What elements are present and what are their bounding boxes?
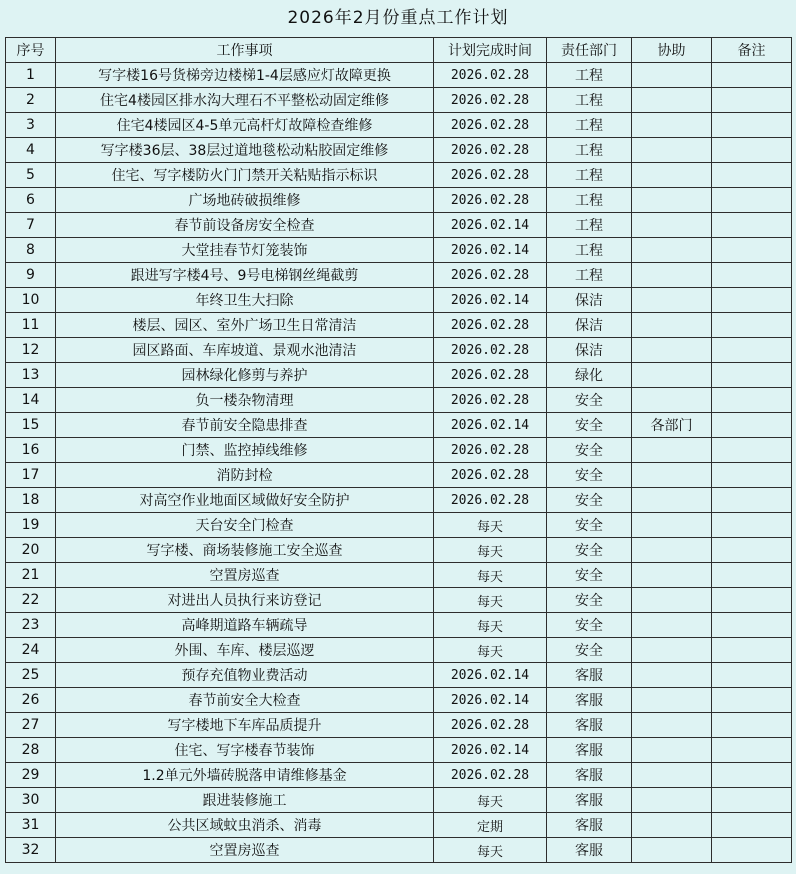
department-cell: 安全 — [547, 538, 632, 563]
table-row — [6, 638, 792, 663]
assist-cell — [632, 838, 712, 863]
serial-cell: 12 — [6, 338, 56, 363]
note-cell — [712, 263, 792, 288]
table-row — [6, 513, 792, 538]
assist-cell — [632, 538, 712, 563]
assist-cell — [632, 788, 712, 813]
department-cell: 安全 — [547, 638, 632, 663]
note-cell — [712, 363, 792, 388]
assist-cell — [632, 363, 712, 388]
department-cell: 安全 — [547, 563, 632, 588]
serial-cell: 5 — [6, 163, 56, 188]
table-row — [6, 413, 792, 438]
serial-cell: 24 — [6, 638, 56, 663]
table-row — [6, 613, 792, 638]
table-row — [6, 213, 792, 238]
department-cell: 保洁 — [547, 338, 632, 363]
serial-cell: 19 — [6, 513, 56, 538]
task-cell: 写字楼36层、38层过道地毯松动粘胶固定维修 — [56, 138, 434, 163]
note-cell — [712, 663, 792, 688]
note-cell — [712, 138, 792, 163]
assist-cell — [632, 513, 712, 538]
serial-cell: 10 — [6, 288, 56, 313]
department-cell: 客服 — [547, 813, 632, 838]
task-cell: 1.2单元外墙砖脱落申请维修基金 — [56, 763, 434, 788]
table-row — [6, 763, 792, 788]
due-time-cell: 2026.02.28 — [434, 438, 547, 463]
department-cell: 工程 — [547, 238, 632, 263]
due-time-cell: 2026.02.14 — [434, 738, 547, 763]
department-cell: 客服 — [547, 838, 632, 863]
due-time-cell: 2026.02.28 — [434, 388, 547, 413]
note-cell — [712, 638, 792, 663]
serial-cell: 17 — [6, 463, 56, 488]
serial-cell: 16 — [6, 438, 56, 463]
table-row — [6, 813, 792, 838]
task-cell: 消防封检 — [56, 463, 434, 488]
table-row — [6, 738, 792, 763]
table-row — [6, 663, 792, 688]
due-time-cell: 每天 — [434, 538, 547, 563]
table-row — [6, 313, 792, 338]
due-time-cell: 2026.02.28 — [434, 463, 547, 488]
due-time-cell: 2026.02.14 — [434, 238, 547, 263]
department-cell: 工程 — [547, 88, 632, 113]
serial-cell: 29 — [6, 763, 56, 788]
serial-cell: 23 — [6, 613, 56, 638]
serial-cell: 2 — [6, 88, 56, 113]
assist-cell — [632, 563, 712, 588]
task-cell: 预存充值物业费活动 — [56, 663, 434, 688]
due-time-cell: 2026.02.14 — [434, 663, 547, 688]
table-row — [6, 113, 792, 138]
department-cell: 安全 — [547, 413, 632, 438]
due-time-cell: 2026.02.28 — [434, 138, 547, 163]
task-cell: 外围、车库、楼层巡逻 — [56, 638, 434, 663]
note-cell — [712, 413, 792, 438]
due-time-cell: 每天 — [434, 588, 547, 613]
task-cell: 负一楼杂物清理 — [56, 388, 434, 413]
assist-cell — [632, 313, 712, 338]
serial-cell: 27 — [6, 713, 56, 738]
table-row — [6, 238, 792, 263]
due-time-cell: 定期 — [434, 813, 547, 838]
serial-cell: 8 — [6, 238, 56, 263]
task-cell: 跟进装修施工 — [56, 788, 434, 813]
due-time-cell: 2026.02.14 — [434, 288, 547, 313]
serial-cell: 25 — [6, 663, 56, 688]
department-cell: 客服 — [547, 688, 632, 713]
serial-cell: 21 — [6, 563, 56, 588]
due-time-cell: 2026.02.14 — [434, 213, 547, 238]
department-cell: 工程 — [547, 213, 632, 238]
serial-cell: 26 — [6, 688, 56, 713]
table-row — [6, 838, 792, 863]
assist-cell — [632, 738, 712, 763]
note-cell — [712, 238, 792, 263]
serial-cell: 28 — [6, 738, 56, 763]
table-row — [6, 563, 792, 588]
table-row — [6, 63, 792, 88]
assist-cell — [632, 613, 712, 638]
note-cell — [712, 788, 792, 813]
note-cell — [712, 738, 792, 763]
task-cell: 广场地砖破损维修 — [56, 188, 434, 213]
assist-cell — [632, 288, 712, 313]
table-row — [6, 288, 792, 313]
department-cell: 保洁 — [547, 288, 632, 313]
task-cell: 对进出人员执行来访登记 — [56, 588, 434, 613]
due-time-cell: 每天 — [434, 838, 547, 863]
task-cell: 住宅4楼园区4-5单元高杆灯故障检查维修 — [56, 113, 434, 138]
department-cell: 工程 — [547, 113, 632, 138]
due-time-cell: 2026.02.28 — [434, 338, 547, 363]
assist-cell — [632, 188, 712, 213]
header-department: 责任部门 — [547, 38, 632, 63]
department-cell: 工程 — [547, 63, 632, 88]
note-cell — [712, 688, 792, 713]
assist-cell — [632, 688, 712, 713]
note-cell — [712, 463, 792, 488]
table-row — [6, 338, 792, 363]
task-cell: 跟进写字楼4号、9号电梯钢丝绳截剪 — [56, 263, 434, 288]
department-cell: 安全 — [547, 438, 632, 463]
note-cell — [712, 113, 792, 138]
serial-cell: 30 — [6, 788, 56, 813]
task-cell: 对高空作业地面区域做好安全防护 — [56, 488, 434, 513]
assist-cell — [632, 813, 712, 838]
due-time-cell: 每天 — [434, 513, 547, 538]
work-plan-table — [5, 37, 792, 863]
note-cell — [712, 88, 792, 113]
task-cell: 住宅、写字楼防火门门禁开关粘贴指示标识 — [56, 163, 434, 188]
serial-cell: 15 — [6, 413, 56, 438]
note-cell — [712, 488, 792, 513]
note-cell — [712, 388, 792, 413]
serial-cell: 18 — [6, 488, 56, 513]
task-cell: 园区路面、车库坡道、景观水池清洁 — [56, 338, 434, 363]
note-cell — [712, 188, 792, 213]
table-row — [6, 788, 792, 813]
assist-cell — [632, 588, 712, 613]
header-note: 备注 — [712, 38, 792, 63]
page-title: 2026年2月份重点工作计划 — [287, 8, 509, 28]
department-cell: 安全 — [547, 513, 632, 538]
department-cell: 工程 — [547, 163, 632, 188]
department-cell: 客服 — [547, 738, 632, 763]
assist-cell — [632, 388, 712, 413]
department-cell: 绿化 — [547, 363, 632, 388]
due-time-cell: 2026.02.28 — [434, 713, 547, 738]
table-row — [6, 688, 792, 713]
assist-cell — [632, 163, 712, 188]
note-cell — [712, 713, 792, 738]
serial-cell: 7 — [6, 213, 56, 238]
assist-cell — [632, 338, 712, 363]
note-cell — [712, 513, 792, 538]
table-row — [6, 713, 792, 738]
header-task: 工作事项 — [56, 38, 434, 63]
table-row — [6, 88, 792, 113]
header-assist: 协助 — [632, 38, 712, 63]
assist-cell — [632, 63, 712, 88]
note-cell — [712, 538, 792, 563]
due-time-cell: 每天 — [434, 638, 547, 663]
department-cell: 客服 — [547, 763, 632, 788]
table-row — [6, 363, 792, 388]
task-cell: 空置房巡查 — [56, 838, 434, 863]
table-row — [6, 588, 792, 613]
serial-cell: 9 — [6, 263, 56, 288]
note-cell — [712, 288, 792, 313]
due-time-cell: 2026.02.28 — [434, 113, 547, 138]
department-cell: 工程 — [547, 138, 632, 163]
department-cell: 客服 — [547, 663, 632, 688]
due-time-cell: 2026.02.28 — [434, 188, 547, 213]
task-cell: 楼层、园区、室外广场卫生日常清洁 — [56, 313, 434, 338]
due-time-cell: 2026.02.28 — [434, 363, 547, 388]
assist-cell — [632, 238, 712, 263]
serial-cell: 1 — [6, 63, 56, 88]
due-time-cell: 每天 — [434, 788, 547, 813]
note-cell — [712, 163, 792, 188]
task-cell: 春节前安全隐患排查 — [56, 413, 434, 438]
department-cell: 安全 — [547, 488, 632, 513]
due-time-cell: 2026.02.28 — [434, 163, 547, 188]
department-cell: 安全 — [547, 613, 632, 638]
table-row — [6, 388, 792, 413]
serial-cell: 31 — [6, 813, 56, 838]
assist-cell — [632, 113, 712, 138]
serial-cell: 20 — [6, 538, 56, 563]
assist-cell — [632, 463, 712, 488]
table-row — [6, 438, 792, 463]
note-cell — [712, 613, 792, 638]
assist-cell — [632, 213, 712, 238]
department-cell: 安全 — [547, 388, 632, 413]
header-serial: 序号 — [6, 38, 56, 63]
table-row — [6, 263, 792, 288]
due-time-cell: 2026.02.28 — [434, 263, 547, 288]
header-due-time: 计划完成时间 — [434, 38, 547, 63]
table-row — [6, 463, 792, 488]
note-cell — [712, 213, 792, 238]
task-cell: 住宅、写字楼春节装饰 — [56, 738, 434, 763]
department-cell: 客服 — [547, 788, 632, 813]
department-cell: 安全 — [547, 588, 632, 613]
due-time-cell: 2026.02.14 — [434, 413, 547, 438]
table-row — [6, 488, 792, 513]
assist-cell — [632, 763, 712, 788]
note-cell — [712, 813, 792, 838]
task-cell: 年终卫生大扫除 — [56, 288, 434, 313]
department-cell: 保洁 — [547, 313, 632, 338]
serial-cell: 3 — [6, 113, 56, 138]
due-time-cell: 2026.02.28 — [434, 63, 547, 88]
note-cell — [712, 588, 792, 613]
due-time-cell: 2026.02.28 — [434, 763, 547, 788]
due-time-cell: 2026.02.28 — [434, 488, 547, 513]
note-cell — [712, 563, 792, 588]
department-cell: 安全 — [547, 463, 632, 488]
assist-cell — [632, 138, 712, 163]
task-cell: 春节前安全大检查 — [56, 688, 434, 713]
table-row — [6, 538, 792, 563]
task-cell: 写字楼地下车库品质提升 — [56, 713, 434, 738]
assist-cell — [632, 263, 712, 288]
table-header-row — [6, 38, 792, 63]
department-cell: 客服 — [547, 713, 632, 738]
note-cell — [712, 338, 792, 363]
task-cell: 春节前设备房安全检查 — [56, 213, 434, 238]
table-body — [6, 63, 792, 863]
serial-cell: 14 — [6, 388, 56, 413]
assist-cell — [632, 488, 712, 513]
task-cell: 公共区域蚊虫消杀、消毒 — [56, 813, 434, 838]
serial-cell: 32 — [6, 838, 56, 863]
task-cell: 写字楼16号货梯旁边楼梯1-4层感应灯故障更换 — [56, 63, 434, 88]
note-cell — [712, 438, 792, 463]
due-time-cell: 2026.02.28 — [434, 88, 547, 113]
assist-cell — [632, 638, 712, 663]
note-cell — [712, 313, 792, 338]
table-row — [6, 163, 792, 188]
assist-cell: 各部门 — [632, 413, 712, 438]
table-row — [6, 138, 792, 163]
serial-cell: 13 — [6, 363, 56, 388]
assist-cell — [632, 713, 712, 738]
task-cell: 写字楼、商场装修施工安全巡查 — [56, 538, 434, 563]
task-cell: 大堂挂春节灯笼装饰 — [56, 238, 434, 263]
task-cell: 高峰期道路车辆疏导 — [56, 613, 434, 638]
serial-cell: 22 — [6, 588, 56, 613]
task-cell: 天台安全门检查 — [56, 513, 434, 538]
serial-cell: 4 — [6, 138, 56, 163]
note-cell — [712, 63, 792, 88]
department-cell: 工程 — [547, 188, 632, 213]
due-time-cell: 2026.02.28 — [434, 313, 547, 338]
table-row — [6, 188, 792, 213]
due-time-cell: 2026.02.14 — [434, 688, 547, 713]
task-cell: 住宅4楼园区排水沟大理石不平整松动固定维修 — [56, 88, 434, 113]
serial-cell: 11 — [6, 313, 56, 338]
due-time-cell: 每天 — [434, 613, 547, 638]
serial-cell: 6 — [6, 188, 56, 213]
task-cell: 门禁、监控掉线维修 — [56, 438, 434, 463]
task-cell: 空置房巡查 — [56, 563, 434, 588]
task-cell: 园林绿化修剪与养护 — [56, 363, 434, 388]
note-cell — [712, 838, 792, 863]
department-cell: 工程 — [547, 263, 632, 288]
due-time-cell: 每天 — [434, 563, 547, 588]
note-cell — [712, 763, 792, 788]
assist-cell — [632, 88, 712, 113]
assist-cell — [632, 438, 712, 463]
assist-cell — [632, 663, 712, 688]
